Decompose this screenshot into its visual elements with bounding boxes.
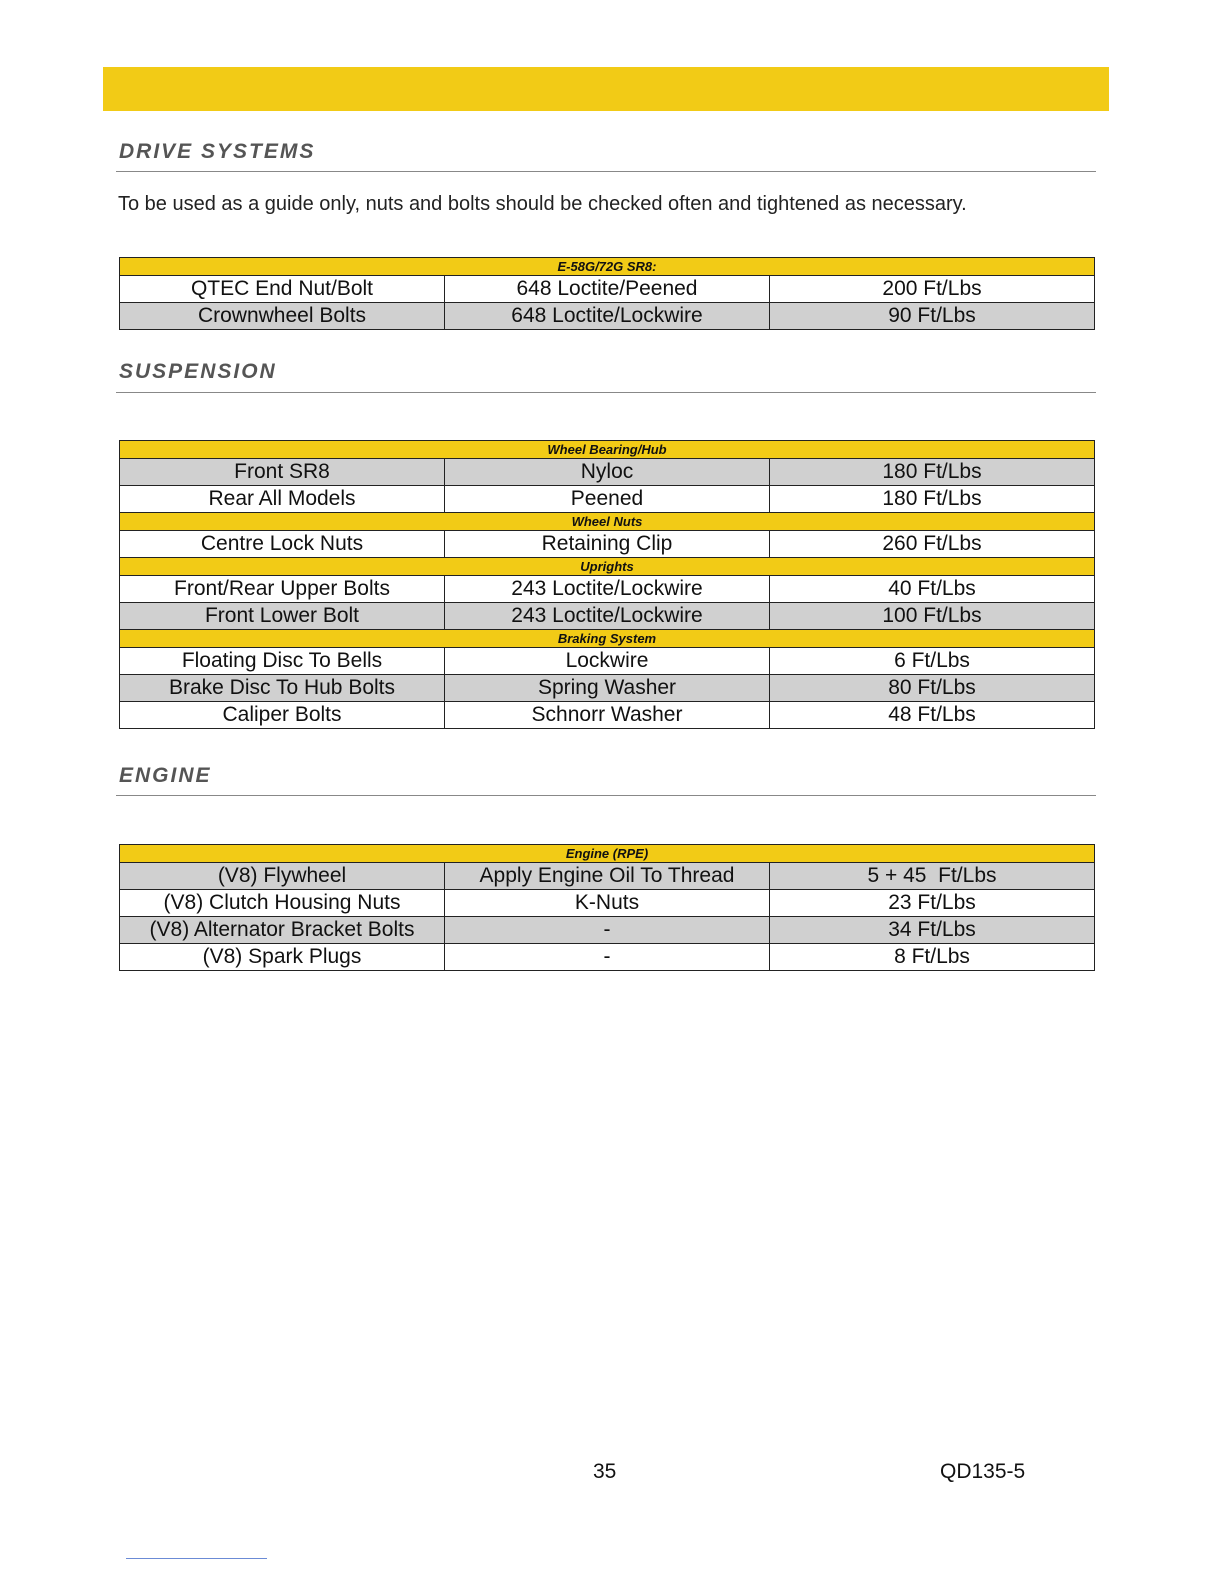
method-cell: Apply Engine Oil To Thread <box>445 863 770 890</box>
table-row <box>120 648 1095 675</box>
method-cell: 243 Loctite/Lockwire <box>445 576 770 603</box>
method-cell: Schnorr Washer <box>445 702 770 729</box>
method-cell: - <box>445 944 770 971</box>
section-title-drive-systems: DRIVE SYSTEMS <box>119 140 316 163</box>
table-row <box>120 576 1095 603</box>
table-row <box>120 675 1095 702</box>
torque-cell: 34 Ft/Lbs <box>770 917 1095 944</box>
footnote-rule <box>126 1558 267 1559</box>
torque-cell: 180 Ft/Lbs <box>770 459 1095 486</box>
torque-cell: 180 Ft/Lbs <box>770 486 1095 513</box>
table-group-header: Braking System <box>120 630 1095 648</box>
item-cell: Crownwheel Bolts <box>120 303 445 330</box>
method-cell: Lockwire <box>445 648 770 675</box>
method-cell: 243 Loctite/Lockwire <box>445 603 770 630</box>
torque-cell: 23 Ft/Lbs <box>770 890 1095 917</box>
method-cell: Nyloc <box>445 459 770 486</box>
table-row <box>120 890 1095 917</box>
method-cell: 648 Loctite/Lockwire <box>445 303 770 330</box>
torque-cell: 100 Ft/Lbs <box>770 603 1095 630</box>
item-cell: Rear All Models <box>120 486 445 513</box>
item-cell: (V8) Spark Plugs <box>120 944 445 971</box>
header-bar <box>103 67 1109 111</box>
table-row <box>120 917 1095 944</box>
table-row <box>120 702 1095 729</box>
method-cell: Retaining Clip <box>445 531 770 558</box>
item-cell: (V8) Clutch Housing Nuts <box>120 890 445 917</box>
torque-cell: 260 Ft/Lbs <box>770 531 1095 558</box>
document-code: QD135-5 <box>940 1460 1026 1483</box>
table-group-header: E-58G/72G SR8: <box>120 258 1095 276</box>
torque-cell: 80 Ft/Lbs <box>770 675 1095 702</box>
engine-table <box>119 844 1095 971</box>
torque-cell: 48 Ft/Lbs <box>770 702 1095 729</box>
suspension-table <box>119 440 1095 729</box>
table-row <box>120 531 1095 558</box>
table-group-header: Wheel Nuts <box>120 513 1095 531</box>
method-cell: 648 Loctite/Peened <box>445 276 770 303</box>
section-divider <box>116 171 1096 172</box>
section-divider <box>116 392 1096 393</box>
table-group-header: Uprights <box>120 558 1095 576</box>
method-cell: - <box>445 917 770 944</box>
item-cell: Front SR8 <box>120 459 445 486</box>
item-cell: (V8) Alternator Bracket Bolts <box>120 917 445 944</box>
page-number: 35 <box>593 1460 617 1483</box>
section-divider <box>116 795 1096 796</box>
torque-cell: 40 Ft/Lbs <box>770 576 1095 603</box>
drive-systems-table <box>119 257 1095 330</box>
table-group-header: Engine (RPE) <box>120 845 1095 863</box>
item-cell: QTEC End Nut/Bolt <box>120 276 445 303</box>
item-cell: Floating Disc To Bells <box>120 648 445 675</box>
torque-cell: 90 Ft/Lbs <box>770 303 1095 330</box>
torque-cell: 5 + 45 Ft/Lbs <box>770 863 1095 890</box>
method-cell: Peened <box>445 486 770 513</box>
torque-cell: 200 Ft/Lbs <box>770 276 1095 303</box>
table-row <box>120 863 1095 890</box>
item-cell: Caliper Bolts <box>120 702 445 729</box>
method-cell: Spring Washer <box>445 675 770 702</box>
table-row <box>120 459 1095 486</box>
table-row <box>120 486 1095 513</box>
section-title-suspension: SUSPENSION <box>119 360 277 383</box>
item-cell: Centre Lock Nuts <box>120 531 445 558</box>
item-cell: Front/Rear Upper Bolts <box>120 576 445 603</box>
table-group-header: Wheel Bearing/Hub <box>120 441 1095 459</box>
table-row <box>120 276 1095 303</box>
table-row <box>120 944 1095 971</box>
table-row <box>120 303 1095 330</box>
item-cell: Brake Disc To Hub Bolts <box>120 675 445 702</box>
torque-cell: 8 Ft/Lbs <box>770 944 1095 971</box>
item-cell: (V8) Flywheel <box>120 863 445 890</box>
section-title-engine: ENGINE <box>119 764 212 787</box>
torque-cell: 6 Ft/Lbs <box>770 648 1095 675</box>
item-cell: Front Lower Bolt <box>120 603 445 630</box>
intro-text: To be used as a guide only, nuts and bolts should be checked often and tightened as necessary. <box>118 193 967 215</box>
table-row <box>120 603 1095 630</box>
method-cell: K-Nuts <box>445 890 770 917</box>
